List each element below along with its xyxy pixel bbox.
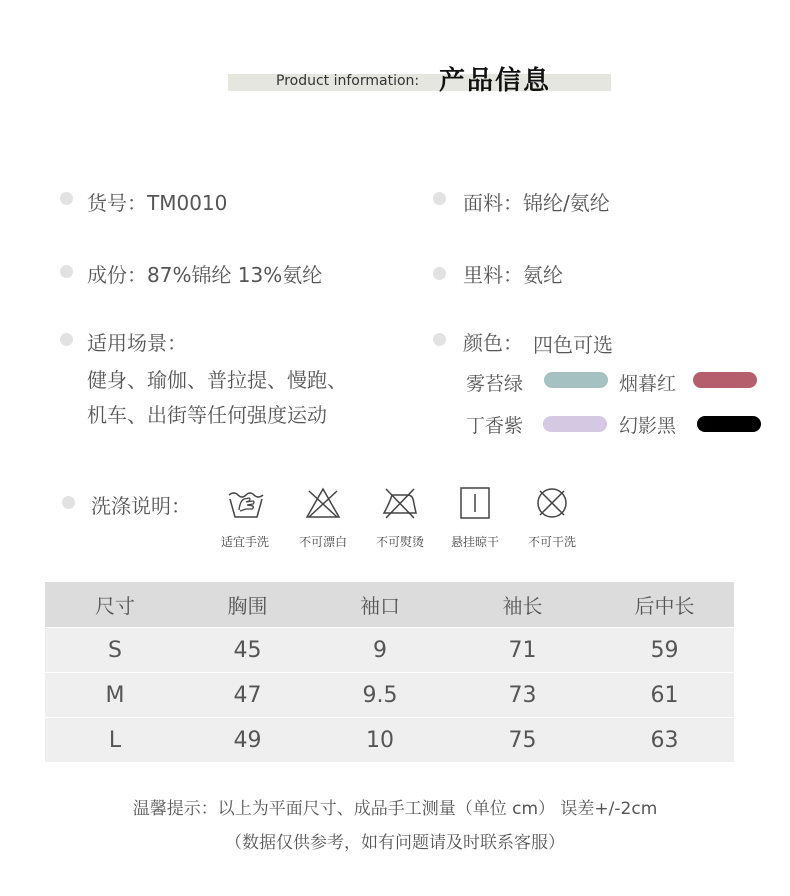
table-row	[45, 628, 734, 673]
table-cell: 45	[185, 628, 310, 673]
care-item-label: 不可干洗	[527, 535, 576, 549]
table-header-row	[45, 582, 734, 628]
care-item-label: 不可漂白	[298, 535, 347, 549]
table-cell: 9.5	[310, 673, 450, 718]
page-title-chinese: 产品信息	[439, 66, 552, 96]
spec-lining: 里料：氨纶	[463, 263, 563, 287]
bullet-icon	[60, 192, 73, 205]
page-title-english: Product information:	[276, 73, 420, 89]
reference-note: （数据仅供参考，如有问题请及时联系客服）	[225, 833, 565, 853]
no-iron-icon	[380, 486, 420, 520]
color-name: 烟暮红	[619, 373, 677, 395]
spec-color-value: 四色可选	[533, 333, 613, 357]
bullet-icon	[62, 496, 75, 509]
table-cell: M	[45, 673, 185, 718]
hang-dry-icon	[455, 486, 495, 520]
bullet-icon	[433, 333, 446, 346]
care-item-label: 悬挂晾干	[450, 535, 499, 549]
spec-usage-line-2: 机车、出街等任何强度运动	[87, 403, 327, 427]
bullet-icon	[433, 192, 446, 205]
column-header: 胸围	[185, 582, 310, 628]
table-cell: 73	[450, 673, 595, 718]
no-bleach-icon	[303, 486, 343, 520]
table-cell: 59	[595, 628, 734, 673]
no-dry-clean-icon	[532, 486, 572, 520]
color-name: 幻影黑	[619, 415, 677, 437]
table-cell: 63	[595, 718, 734, 763]
measurement-note: 温馨提示：以上为平面尺寸、成品手工测量（单位 cm） 误差+/-2cm	[132, 799, 658, 819]
table-cell: 75	[450, 718, 595, 763]
column-header: 袖口	[310, 582, 450, 628]
hand-wash-icon	[226, 486, 266, 520]
table-cell: 9	[310, 628, 450, 673]
bullet-icon	[60, 265, 73, 278]
spec-color-label: 颜色：	[463, 331, 523, 355]
table-cell: 71	[450, 628, 595, 673]
column-header: 后中长	[595, 582, 734, 628]
table-row	[45, 673, 734, 718]
color-name: 雾苔绿	[466, 373, 524, 395]
care-item-label: 不可熨烫	[375, 535, 424, 549]
table-cell: 47	[185, 673, 310, 718]
spec-item-no: 货号：TM0010	[87, 191, 228, 215]
spec-fabric: 面料：锦纶/氨纶	[463, 191, 610, 215]
spec-usage-label: 适用场景：	[87, 331, 187, 355]
spec-usage-line-1: 健身、瑜伽、普拉提、慢跑、	[87, 368, 347, 392]
bullet-icon	[433, 267, 446, 280]
bullet-icon	[60, 333, 73, 346]
column-header: 尺寸	[45, 582, 185, 628]
table-cell: 61	[595, 673, 734, 718]
size-table	[45, 582, 734, 762]
table-cell: 49	[185, 718, 310, 763]
color-name: 丁香紫	[466, 415, 524, 437]
color-swatch	[693, 372, 757, 388]
care-label: 洗涤说明：	[91, 494, 191, 518]
table-cell: L	[45, 718, 185, 763]
spec-composition: 成份：87%锦纶 13%氨纶	[87, 263, 323, 287]
color-swatch	[697, 416, 761, 432]
color-swatch	[544, 372, 608, 388]
column-header: 袖长	[450, 582, 595, 628]
table-cell: S	[45, 628, 185, 673]
table-cell: 10	[310, 718, 450, 763]
color-swatch	[543, 416, 607, 432]
care-item-label: 适宜手洗	[220, 535, 269, 549]
table-row	[45, 718, 734, 763]
